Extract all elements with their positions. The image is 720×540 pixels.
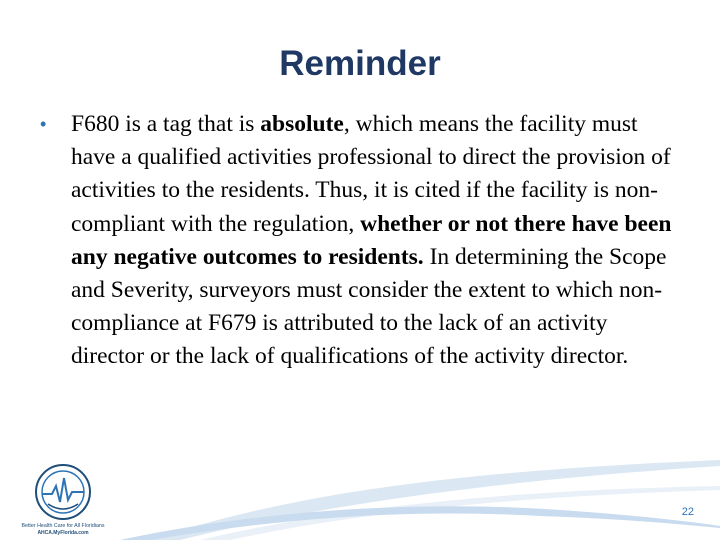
bullet-bold-absolute: absolute	[260, 111, 344, 137]
page-number: 22	[681, 506, 694, 518]
bullet-text-part2: , which means the facility must have a qualified activities professional to direct the provision of activities to the residents. Thus, it is cited if the facility is non-compliant with the regulation,	[71, 111, 671, 237]
bullet-marker: •	[40, 114, 47, 134]
bullet-list	[40, 108, 680, 374]
bullet-bold-outcomes: whether or not there have been any negative outcomes to residents.	[71, 210, 672, 270]
bullet-text-part1: F680 is a tag that is	[71, 111, 261, 137]
wave-band-light	[150, 460, 720, 540]
bullet-text-part3: In determining the Scope and Severity, surveyors must consider the extent to which non-compliance at F679 is attributed to the lack of an activity director or the lack of qualifications of the activity director.	[71, 243, 667, 370]
logo-org: AHCA.MyFlorida.com	[37, 530, 89, 536]
logo-tagline: Better Health Care for All Floridians	[21, 523, 105, 529]
slide-title: Reminder	[279, 44, 441, 83]
bullet-text	[71, 108, 680, 374]
ahca-logo	[8, 460, 118, 538]
